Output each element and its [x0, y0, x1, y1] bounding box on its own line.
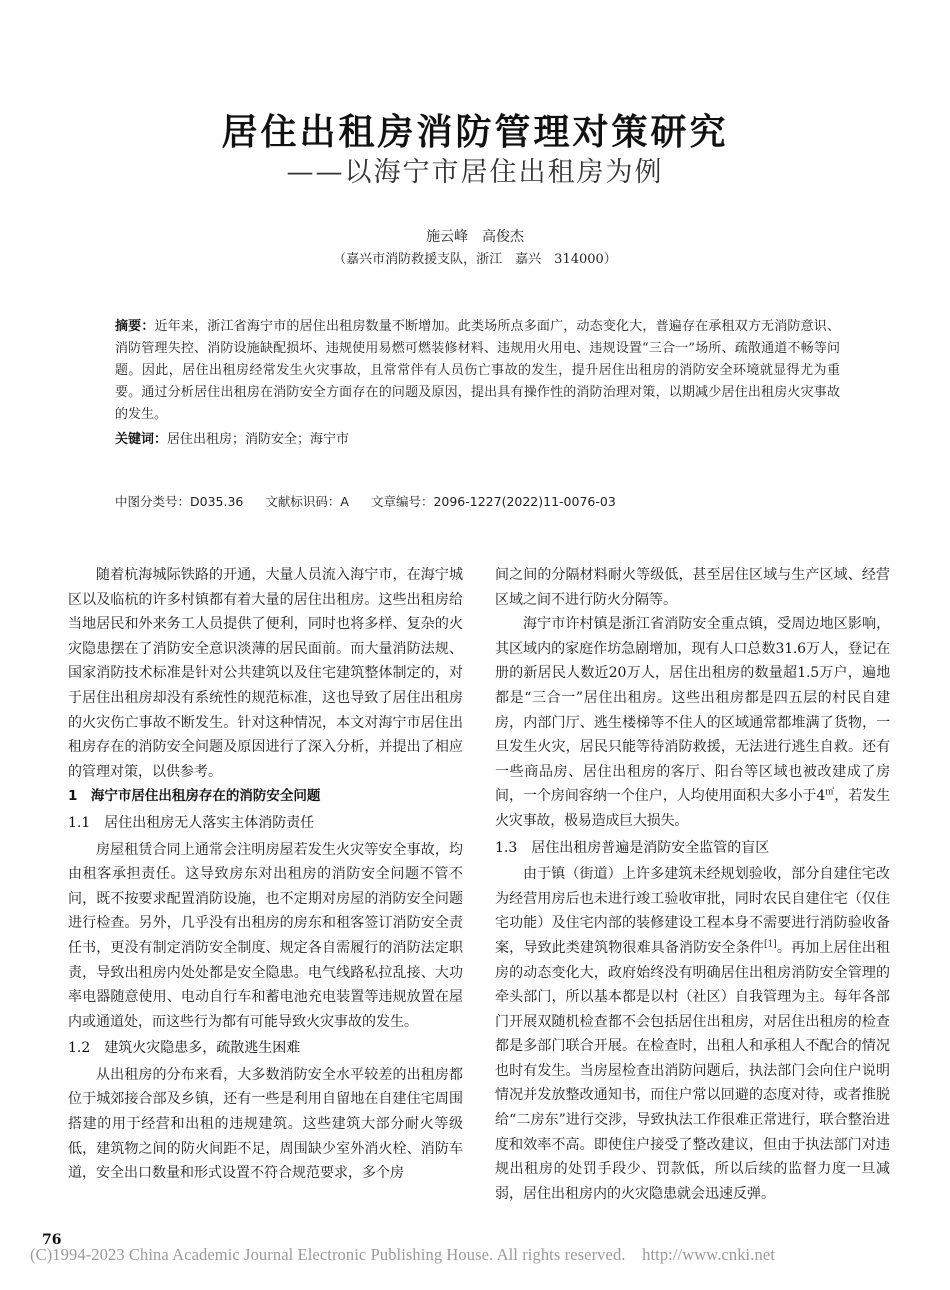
left-column — [68, 563, 463, 1186]
abstract-text: 近年来，浙江省海宁市的居住出租房数量不断增加。此类场所点多面广，动态变化大，普遍存在承租双方无消防意识、消防管理失控、消防设施缺配损坏、违规使用易燃可燃装修材料、违规用火用电、违规设置“三合一”场所、疏散通道不畅等问题。因此，居住出租房经常发生火灾事故，且常常伴有人员伤亡事故的发生，提升居住出租房的消防安全环境就显得尤为重要。通过分析居住出租房在消防安全方面存在的问题及原因，提出具有操作性的消防治理对策，以期减少居住出租房火灾事故的发生。 — [115, 319, 840, 422]
area-unit: ㎡ — [825, 787, 835, 798]
xucun-text: 海宁市许村镇是浙江省消防安全重点镇，受周边地区影响，其区域内的家庭作坊急剧增加，现有人口总数31.6万人，登记在册的新居民人数近20万人，居住出租房的数量超1.5万户，遍地都是“三合一”居住出租房。这些出租房都是四五层的村民自建房，内部门厅、逃生楼梯等不住人的区域通常都堆满了货物，一旦发生火灾，居民只能等待消防救援，无法进行逃生自救。还有一些商品房、居住出租房的客厅、阳台等区域也被改建成了房间，一个房间容纳一个住户，人均使用面积大多小于4 — [495, 616, 890, 805]
section-1-2-paragraph-2 — [495, 612, 890, 833]
keywords-text: 居住出租房；消防安全；海宁市 — [167, 432, 350, 447]
article-number: 文章编号：2096-1227(2022)11-0076-03 — [370, 494, 616, 509]
section-1-2-continuation: 间之间的分隔材料耐火等级低，甚至居住区域与生产区域、经营区域之间不进行防火分隔等。 — [495, 567, 890, 608]
supervision-text-end: 。再加上居住出租房的动态变化大，政府始终没有明确居住出租房消防安全管理的牵头部门，所以基本都是以村（社区）自我管理为主。每年各部门开展双随机检查都不会包括居住出租房，对居住出租房的检查都是多部门联合开展。在检查时，出租人和承租人不配合的情况也时有发生。当房屋检查出消防问题后，执法部门会向住户说明情况并发放整改通知书，而住户常以回避的态度对待，或者推脱给“二房东”进行交涉，导致执法工作很难正常进行，联合整治进度和效率不高。即使住户接受了整改建议，但由于执法部门对违规出租房的处罚手段少、罚款低，所以后续的监督力度一旦减弱，居住出租房内的火灾隐患就会迅速反弹。 — [495, 939, 891, 1202]
keywords-label: 关键词： — [115, 432, 168, 447]
section-1-1-paragraph: 房屋租赁合同上通常会注明房屋若发生火灾等安全事故，均由租客承担责任。这导致房东对出租房的消防安全问题不管不问，既不按要求配置消防设施，也不定期对房屋的消防安全问题进行检查。另外，几乎没有出租房的房东和租客签订消防安全责任书，更没有制定消防安全制度、规定各自需履行的消防法定职责，导致出租房内处处都是安全隐患。电气线路私拉乱接、大功率电器随意使用、电动自行车和蓄电池充电装置等违规放置在屋内或通道处，而这些行为都有可能导致火灾事故的发生。 — [68, 841, 463, 1030]
section-1-1-heading: 1.1 居住出租房无人落实主体消防责任 — [68, 814, 315, 831]
classification-line — [115, 492, 616, 510]
authors: 施云峰 高俊杰 — [426, 229, 524, 245]
page-number: 76 — [42, 1232, 62, 1248]
abstract-label: 摘要： — [115, 319, 155, 334]
section-1-3-heading: 1.3 居住出租房普遍是消防安全监管的盲区 — [495, 839, 770, 856]
supervision-text: 由于镇（街道）上许多建筑未经规划验收，部分自建住宅改为经营用房后也未进行竣工验收审批，同时农民自建住宅（仅住宅功能）及住宅内部的装修建设工程本身不需要进行消防验收备案，导致此类建筑物很难具备消防安全条件 — [495, 866, 890, 956]
intro-paragraph: 随着杭海城际铁路的开通，大量人员流入海宁市，在海宁城区以及临杭的许多村镇都有着大量的居住出租房。这些出租房给当地居民和外来务工人员提供了便利，同时也将多样、复杂的火灾隐患摆在了消防安全意识淡薄的居民面前。而大量消防法规、国家消防技术标准是针对公共建筑以及住宅建筑整体制定的，对于居住出租房却没有系统性的规范标准，这也导致了居住出租房的火灾伤亡事故不断发生。针对这种情况，本文对海宁市居住出租房存在的消防安全问题及原因进行了深入分析，并提出了相应的管理对策，以供参考。 — [68, 567, 463, 780]
abstract — [115, 316, 840, 426]
section-1-2-heading: 1.2 建筑火灾隐患多，疏散逃生困难 — [68, 1040, 301, 1057]
article-subtitle: ——以海宁市居住出租房为例 — [286, 157, 664, 188]
article-title: 居住出租房消防管理对策研究 — [221, 111, 729, 153]
keywords — [115, 429, 840, 451]
section-1-heading: 1 海宁市居住出租房存在的消防安全问题 — [68, 788, 321, 805]
affiliation: （嘉兴市消防救援支队，浙江 嘉兴 314000） — [333, 252, 617, 267]
document-code: 文献标识码：A — [265, 494, 349, 509]
section-1-3-paragraph — [495, 862, 890, 1206]
section-1-2-paragraph: 从出租房的分布来看，大多数消防安全水平较差的出租房都位于城郊接合部及乡镇，还有一些是利用自留地在自建住宅周围搭建的用于经营和出租的违规建筑。这些建筑大部分耐火等级低，建筑物之间的防火间距不足，周围缺少室外消火栓、消防车道，安全出口数量和形式设置不符合规范要求，多个房 — [68, 1066, 463, 1182]
xucun-text-end: ，若发生火灾事故，极易造成巨大损失。 — [495, 788, 891, 829]
clc-number: 中图分类号：D035.36 — [115, 494, 244, 509]
citation-1: [1] — [764, 939, 777, 950]
right-column — [495, 563, 890, 1206]
copyright-watermark: (C)1994-2023 China Academic Journal Electronic Publishing House. All rights reserved. http://www.cnki.net — [30, 1245, 775, 1264]
